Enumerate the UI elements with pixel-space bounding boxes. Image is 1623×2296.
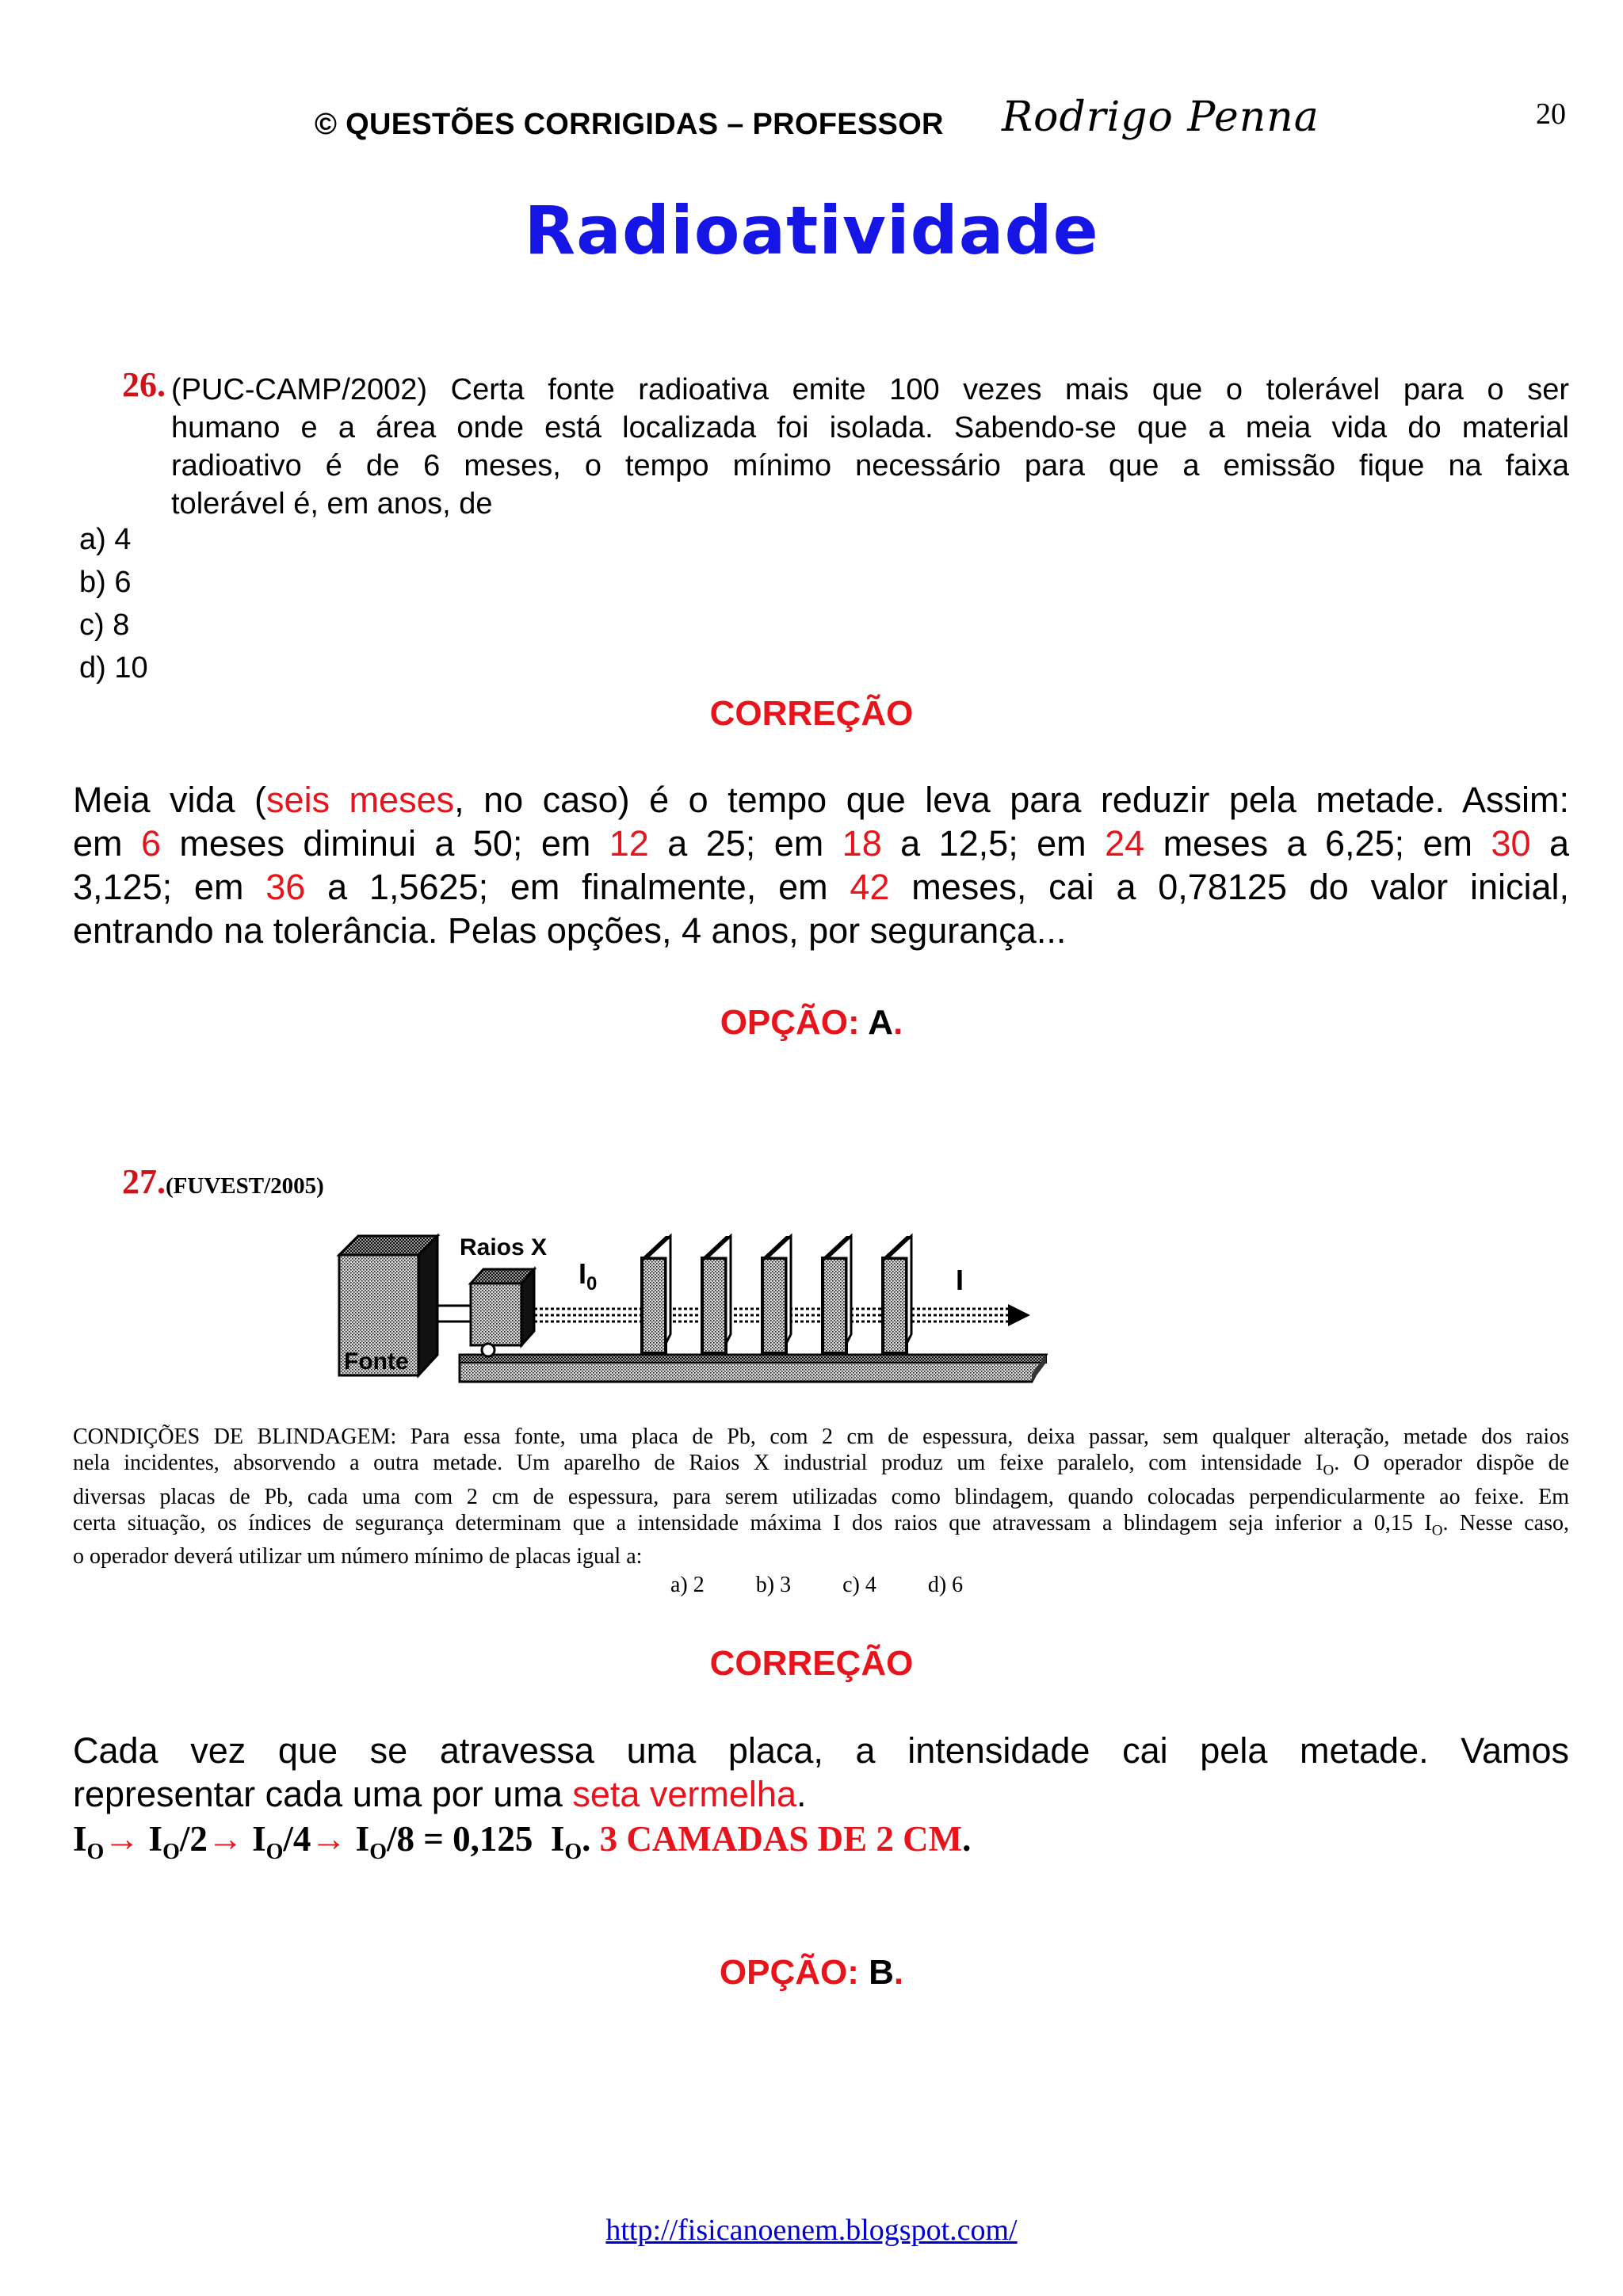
- lead-plates: [642, 1236, 911, 1353]
- option-a: a) 4: [79, 523, 132, 556]
- correction-heading: CORREÇÃO: [709, 694, 914, 733]
- option-a: a) 2: [670, 1573, 705, 1597]
- option-b: b) 6: [79, 566, 132, 599]
- question-line: (PUC-CAMP/2002) Certa fonte radioativa emite 100 vezes mais que o tolerável para o ser: [171, 373, 1569, 406]
- header-signature: Rodrigo Penna: [1002, 93, 1319, 141]
- red-arrow: →: [207, 1819, 243, 1859]
- page-header: [0, 93, 1623, 149]
- question-line: radioativo é de 6 meses, o tempo mínimo necessário para que a emissão fique na faixa: [171, 449, 1569, 482]
- shielding-conditions: CONDIÇÕES DE BLINDAGEM: Para essa fonte, uma placa de Pb, com 2 cm de espessura, deixa passar, sem qualquer alteração, metade dos raios nela incidentes, absorvendo a outra metade. Um aparelho de Raios X industrial produz um feixe paralelo, com intensidade $I_O$. O operador dispõe de diversas placas de Pb, cada uma com 2 cm de espessura, para serem utilizadas como blindagem, quando colocadas perpendicularmente ao feixe. Em certa situação, os índices de segurança determinam que a intensidade máxima I dos raios que atravessam a blindagem seja inferior a 0,15 $I_O$. Nesse caso, o operador deverá utilizar um número mínimo de placas igual a:: [73, 1425, 1570, 1569]
- i0-label: $I_0$: [579, 1257, 598, 1295]
- raios-x-label: Raios X: [460, 1234, 548, 1261]
- page-title: Radioatividade: [524, 192, 1099, 269]
- header-title: © QUESTÕES CORRIGIDAS – PROFESSOR: [315, 108, 944, 141]
- answer-letter: B: [869, 1953, 894, 1992]
- layers-result: 3 CAMADAS DE 2 CM: [599, 1819, 963, 1859]
- correction-line: representar cada uma por uma seta vermelha.: [73, 1774, 807, 1814]
- option-d: d) 10: [79, 651, 148, 685]
- question-number: 27.: [122, 1162, 166, 1201]
- question-line: tolerável é, em anos, de: [171, 487, 493, 521]
- correction-line: em 6 meses diminui a 50; em 12 a 25; em 18 a 12,5; em 24 meses a 6,25; em 30 a: [73, 823, 1570, 864]
- answer-line: OPÇÃO: B.: [719, 1953, 904, 1992]
- beam-arrow: [1008, 1304, 1030, 1326]
- footer-link[interactable]: http://fisicanoenem.blogspot.com/: [605, 2214, 1018, 2247]
- red-arrow: →: [311, 1819, 347, 1859]
- correction-line: entrando na tolerância. Pelas opções, 4 anos, por segurança...: [73, 910, 1067, 951]
- option-d: d) 6: [927, 1573, 964, 1597]
- question-27: [122, 1161, 324, 1202]
- question-number: 26.: [122, 365, 166, 404]
- question-line: humano e a área onde está localizada foi isolada. Sabendo-se que a meia vida do material: [171, 411, 1569, 444]
- question-source: (FUVEST/2005): [166, 1173, 324, 1199]
- red-arrow: →: [104, 1819, 140, 1859]
- xray-shielding-figure: [333, 1226, 1062, 1394]
- fonte-label: Fonte: [344, 1348, 409, 1375]
- option-c: c) 8: [79, 608, 130, 642]
- answer-letter: A: [868, 1003, 894, 1042]
- decay-formula: $I_O\to I_O/2\to I_O/4\to I_O/8 = 0,125$ $I_O$. 3 CAMADAS DE 2 CM.: [73, 1819, 972, 1864]
- option-b: b) 3: [755, 1573, 792, 1597]
- xray-tube: [471, 1283, 521, 1345]
- correction-text: [73, 1729, 1569, 1816]
- correction-heading: CORREÇÃO: [709, 1644, 914, 1683]
- correction-text: [73, 778, 1569, 952]
- xray-diagram: [333, 1226, 1062, 1394]
- answer-line: OPÇÃO: A.: [720, 1003, 903, 1042]
- option-c: c) 4: [842, 1573, 876, 1597]
- correction-line: Cada vez que se atravessa uma placa, a intensidade cai pela metade. Vamos: [73, 1730, 1569, 1771]
- correction-line: 3,125; em 36 a 1,5625; em finalmente, em 42 meses, cai a 0,78125 do valor inicial,: [73, 867, 1569, 907]
- correction-line: Meia vida (seis meses, no caso) é o tempo que leva para reduzir pela metade. Assim:: [73, 780, 1570, 820]
- page-number: 20: [1536, 97, 1566, 131]
- q27-options: [670, 1573, 963, 1598]
- i-label: I: [956, 1264, 964, 1296]
